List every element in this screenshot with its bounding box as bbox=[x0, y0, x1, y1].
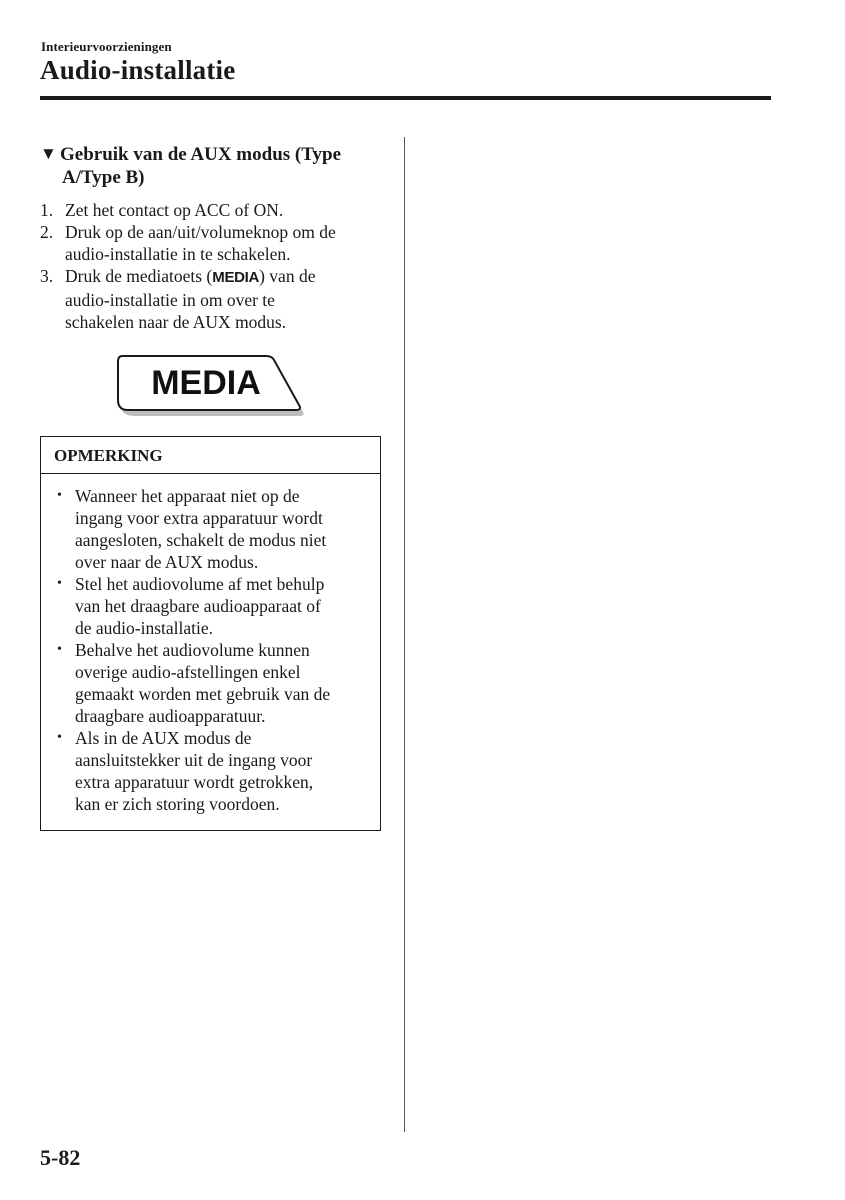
steps-list bbox=[40, 199, 390, 333]
bullet-icon: • bbox=[57, 576, 62, 591]
step-line: audio-installatie in te schakelen. bbox=[65, 244, 291, 264]
step-line: audio-installatie in om over te bbox=[65, 290, 275, 310]
step-number: 3. bbox=[40, 266, 54, 286]
page-number: 5-82 bbox=[40, 1145, 81, 1170]
note-line: draagbare audioapparatuur. bbox=[75, 706, 266, 726]
note-line: de audio-installatie. bbox=[75, 618, 214, 638]
chapter-label: Interieurvoorzieningen bbox=[41, 39, 172, 54]
note-line: aansluitstekker uit de ingang voor bbox=[75, 750, 313, 770]
note-line: ingang voor extra apparatuur wordt bbox=[75, 508, 323, 528]
list-item bbox=[40, 265, 390, 333]
step-line: Druk op de aan/uit/volumeknop om de bbox=[65, 222, 336, 242]
media-key-inline: MEDIA bbox=[212, 269, 260, 286]
section-heading bbox=[40, 142, 385, 189]
media-button-illustration bbox=[112, 350, 308, 422]
note-item-text bbox=[75, 639, 373, 727]
step-line: Zet het contact op ACC of ON. bbox=[65, 200, 284, 220]
page-title: Audio-installatie bbox=[40, 55, 236, 85]
note-line: extra apparatuur wordt getrokken, bbox=[75, 772, 314, 792]
note-list bbox=[57, 485, 373, 815]
step-text bbox=[65, 265, 390, 333]
list-item bbox=[57, 727, 373, 815]
media-button-label: MEDIA bbox=[151, 364, 261, 402]
note-line: overige audio-afstellingen enkel bbox=[75, 662, 301, 682]
note-line: Behalve het audiovolume kunnen bbox=[75, 640, 310, 660]
list-item bbox=[40, 199, 390, 221]
note-item-text bbox=[75, 485, 373, 573]
down-triangle-icon: ▼ bbox=[40, 144, 57, 163]
note-item-text bbox=[75, 727, 373, 815]
note-line: Als in de AUX modus de bbox=[75, 728, 252, 748]
column-divider bbox=[404, 137, 405, 1132]
note-line: gemaakt worden met gebruik van de bbox=[75, 684, 331, 704]
step-line-prefix: Druk de mediatoets ( bbox=[65, 266, 213, 286]
note-line: Wanneer het apparaat niet op de bbox=[75, 486, 300, 506]
list-item bbox=[57, 639, 373, 727]
header-rule bbox=[40, 96, 771, 100]
note-box bbox=[40, 436, 381, 831]
note-line: kan er zich storing voordoen. bbox=[75, 794, 280, 814]
note-line: over naar de AUX modus. bbox=[75, 552, 259, 572]
list-item bbox=[40, 221, 390, 265]
note-title: OPMERKING bbox=[41, 437, 380, 474]
note-item-text bbox=[75, 573, 373, 639]
bullet-icon: • bbox=[57, 488, 62, 503]
list-item bbox=[57, 485, 373, 573]
step-text bbox=[65, 221, 390, 265]
bullet-icon: • bbox=[57, 730, 62, 745]
section-heading-line1: Gebruik van de AUX modus (Type bbox=[60, 144, 342, 165]
bullet-icon: • bbox=[57, 642, 62, 657]
step-text bbox=[65, 199, 390, 221]
step-number: 1. bbox=[40, 200, 54, 220]
note-line: aangesloten, schakelt de modus niet bbox=[75, 530, 327, 550]
step-number: 2. bbox=[40, 222, 54, 242]
note-line: Stel het audiovolume af met behulp bbox=[75, 574, 325, 594]
note-line: van het draagbare audioapparaat of bbox=[75, 596, 321, 616]
step-line-suffix: ) van de bbox=[259, 266, 316, 286]
section-heading-line2: A/Type B) bbox=[62, 167, 145, 188]
list-item bbox=[57, 573, 373, 639]
step-line: schakelen naar de AUX modus. bbox=[65, 312, 287, 332]
